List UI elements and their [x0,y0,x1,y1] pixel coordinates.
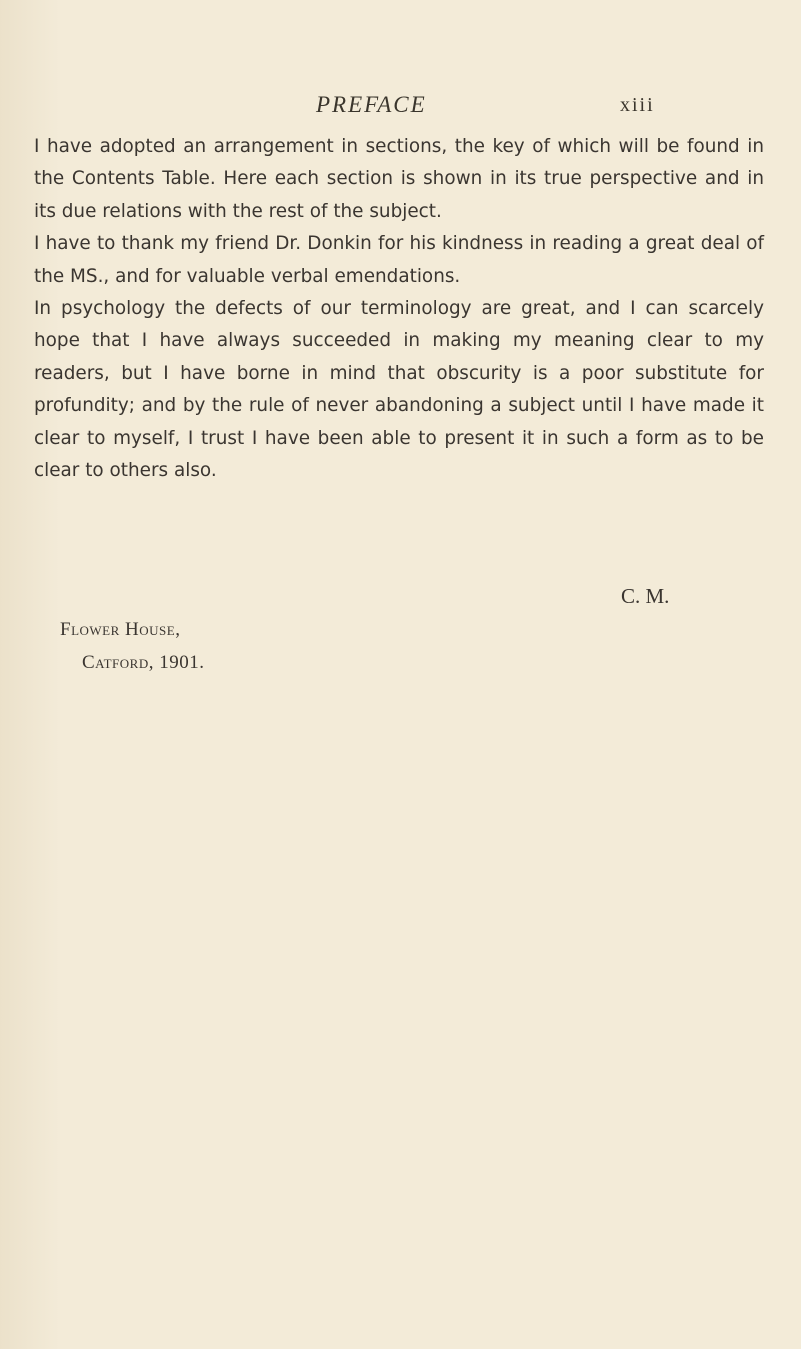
address-line-1: Flower House, [60,619,181,640]
paragraph: I have to thank my friend Dr. Donkin for his kindness in reading a great deal of the MS., and for valuable verbal emendations. [34,233,764,287]
address-line-2: Catford, 1901. [82,652,205,673]
running-title: PREFACE [316,92,427,117]
page-header [0,92,801,122]
author-initials: C. M. [621,584,670,608]
paragraph: In psychology the defects of our terminology are great, and I can scarcely hope that I have always succeeded in making my meaning clear to my readers, but I have borne in mind that obscurity is a poor substitute for profundity; and by the rule of never abandoning a subject until I have made it clear to myself, I trust I have been able to present it in such a form as to be clear to others also. [34,298,764,482]
paragraph: I have adopted an arrangement in sections, the key of which will be found in the Contents Table. Here each section is shown in its true perspective and in its due relations with the rest of the subject. [34,136,764,222]
preface-body [34,131,764,487]
page-number: xiii [620,94,655,116]
